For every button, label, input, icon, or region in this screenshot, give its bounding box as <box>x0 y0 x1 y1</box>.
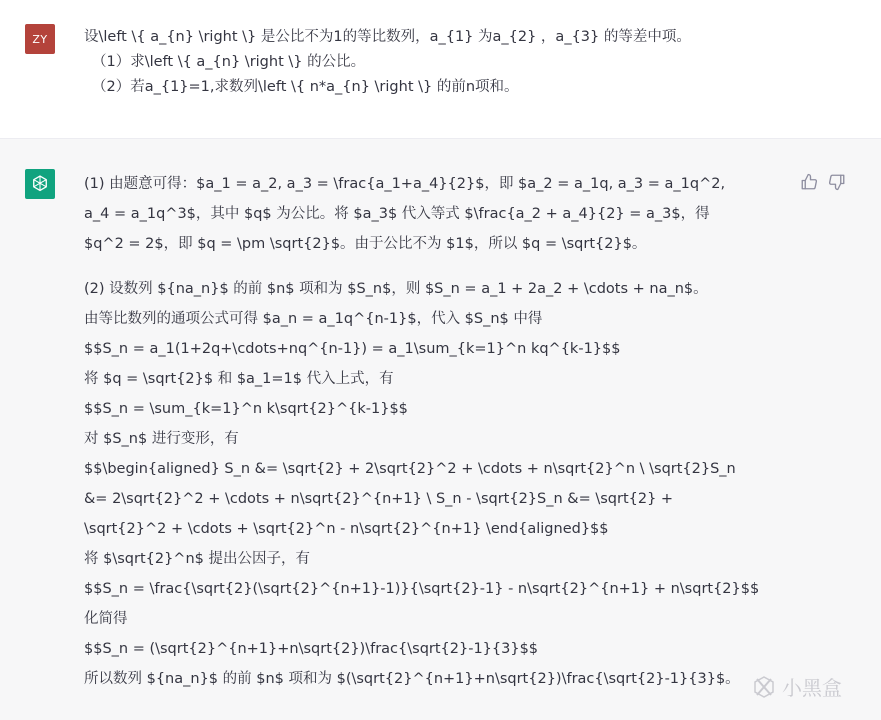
watermark <box>752 672 842 701</box>
answer-line: &= 2\sqrt{2}^2 + \cdots + n\sqrt{2}^{n+1} \ S_n - \sqrt{2}S_n &= \sqrt{2} + <box>84 491 674 507</box>
answer-line: 将 $q = \sqrt{2}$ 和 $a_1=1$ 代入上式，有 <box>84 371 394 387</box>
answer-line: $$\begin{aligned} S_n &= \sqrt{2} + 2\sqrt{2}^2 + \cdots + n\sqrt{2}^n \ \sqrt{2}S_n <box>84 461 736 477</box>
paragraph-gap <box>84 259 789 274</box>
answer-line: 由等比数列的通项公式可得 $a_n = a_1q^{n-1}$，代入 $S_n$ 中得 <box>84 311 543 327</box>
user-avatar <box>25 24 55 54</box>
answer-line: $$S_n = (\sqrt{2}^{n+1}+n\sqrt{2})\frac{\sqrt{2}-1}{3}$$ <box>84 641 539 657</box>
assistant-avatar <box>25 169 55 199</box>
answer-line: (2) 设数列 ${na_n}$ 的前 $n$ 项和为 $S_n$，则 $S_n = a_1 + 2a_2 + \cdots + na_n$。 <box>84 281 708 297</box>
user-line: 设\left \{ a_{n} \right \} 是公比不为1的等比数列，a_{1} 为a_{2} ，a_{3} 的等差中项。 <box>84 29 691 45</box>
answer-line: $$S_n = \frac{\sqrt{2}(\sqrt{2}^{n+1}-1)}{\sqrt{2}-1} - n\sqrt{2}^{n+1} + n\sqrt{2}$$ <box>84 581 760 597</box>
answer-line: a_4 = a_1q^3$，其中 $q$ 为公比。将 $a_3$ 代入等式 $\frac{a_2 + a_4}{2} = a_3$，得 <box>84 206 710 222</box>
answer-line: (1) 由题意可得：$a_1 = a_2, a_3 = \frac{a_1+a_4}{2}$，即 $a_2 = a_1q, a_3 = a_1q^2, <box>84 176 726 192</box>
answer-line: $q^2 = 2$，即 $q = \pm \sqrt{2}$。由于公比不为 $1$，所以 $q = \sqrt{2}$。 <box>84 236 647 252</box>
user-line: （1）求\left \{ a_{n} \right \} 的公比。 <box>92 54 366 70</box>
watermark-text: 小黑盒 <box>782 676 842 700</box>
answer-line: \sqrt{2}^2 + \cdots + \sqrt{2}^n - n\sqrt{2}^{n+1} \end{aligned}$$ <box>84 521 609 537</box>
thumbs-up-icon[interactable] <box>800 173 818 191</box>
user-line: （2）若a_{1}=1,求数列\left \{ n*a_{n} \right \} 的前n项和。 <box>92 79 519 95</box>
user-avatar-initials: ZY <box>32 32 48 46</box>
answer-line: $$S_n = a_1(1+2q+\cdots+nq^{n-1}) = a_1\sum_{k=1}^n kq^{k-1}$$ <box>84 341 621 357</box>
thumbs-down-icon[interactable] <box>828 173 846 191</box>
feedback-buttons <box>800 173 846 191</box>
answer-line: 对 $S_n$ 进行变形，有 <box>84 431 239 447</box>
xiaoheihe-logo-icon <box>752 675 776 699</box>
assistant-message-text <box>84 169 789 694</box>
user-message-text <box>84 25 844 100</box>
openai-logo-icon <box>30 174 50 194</box>
assistant-message <box>0 138 881 720</box>
answer-line: 所以数列 ${na_n}$ 的前 $n$ 项和为 $(\sqrt{2}^{n+1}+n\sqrt{2})\frac{\sqrt{2}-1}{3}$。 <box>84 671 740 687</box>
answer-line: $$S_n = \sum_{k=1}^n k\sqrt{2}^{k-1}$$ <box>84 401 408 417</box>
user-message <box>0 0 881 138</box>
answer-line: 将 $\sqrt{2}^n$ 提出公因子，有 <box>84 551 310 567</box>
answer-line: 化简得 <box>84 611 128 627</box>
